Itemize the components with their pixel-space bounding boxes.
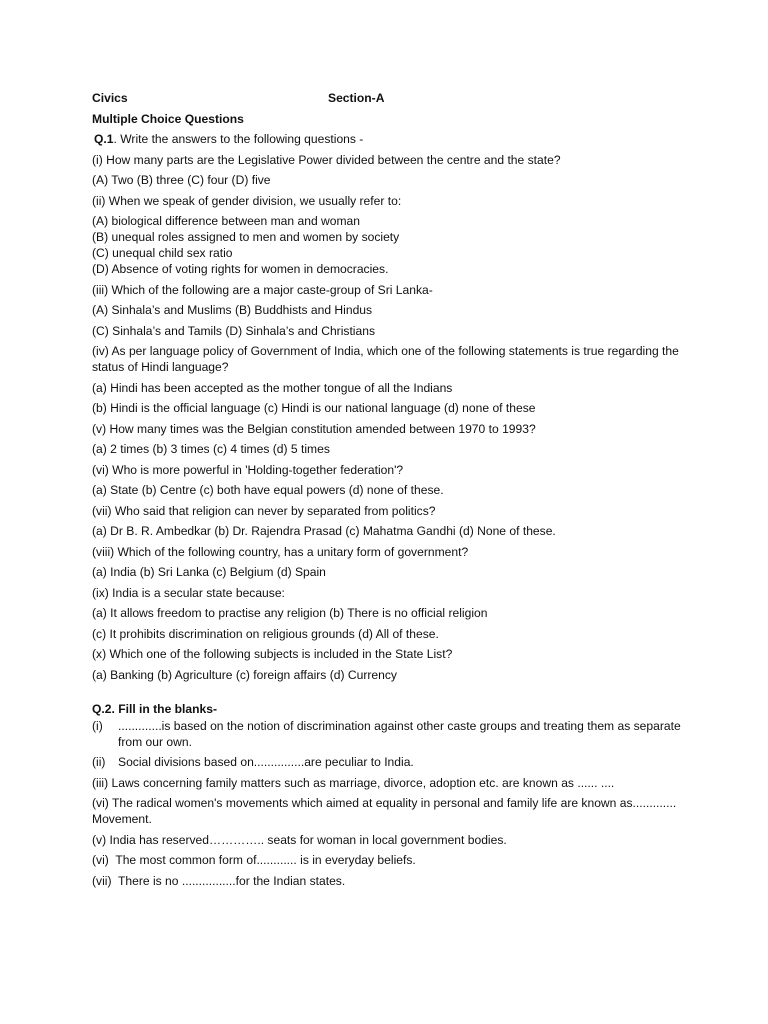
item-text: There is no ................for the Indian states. (118, 873, 346, 888)
section-title: Section-A (328, 91, 385, 105)
question-text: (vii) Who said that religion can never by separated from politics? (92, 503, 436, 518)
answer-option: (C) unequal child sex ratio (92, 246, 233, 260)
fill-blank-item (92, 873, 682, 889)
item-text: India has reserved………….. seats for woman in local government bodies. (109, 832, 507, 847)
item-text: .............is based on the notion of discrimination against other caste groups and treating them as separate from our own. (118, 718, 681, 749)
item-text: The radical women's movements which aimed at equality in personal and family life are known as............. Movement. (92, 796, 677, 826)
item-number: (vii) (92, 873, 112, 888)
question-text: (v) How many times was the Belgian constitution amended between 1970 to 1993? (92, 421, 536, 436)
answer-options: (C) Sinhala’s and Tamils (D) Sinhala’s and Christians (92, 323, 375, 338)
answer-options: (a) 2 times (b) 3 times (c) 4 times (d) 5 times (92, 442, 330, 456)
answer-options: (a) Banking (b) Agriculture (c) foreign affairs (d) Currency (92, 667, 397, 682)
answer-options: (A) Sinhala’s and Muslims (B) Buddhists and Hindus (92, 303, 373, 317)
answer-option: (D) Absence of voting rights for women in democracies. (92, 262, 389, 276)
answer-options: (b) Hindi is the official language (c) Hindi is our national language (d) none of these (92, 401, 536, 415)
subject-title: Civics (92, 91, 128, 105)
answer-options: (A) Two (B) three (C) four (D) five (92, 173, 271, 187)
item-text: The most common form of............ is in everyday beliefs. (115, 853, 416, 867)
item-number: (v) (92, 832, 107, 847)
answer-options: (a) State (b) Centre (c) both have equal powers (d) none of these. (92, 483, 444, 497)
answer-option: (B) unequal roles assigned to men and women by society (92, 230, 400, 244)
q2-heading: Q.2. Fill in the blanks- (92, 701, 217, 716)
fill-blank-item (92, 775, 682, 791)
question-text: (vi) Who is more powerful in 'Holding-together federation'? (92, 462, 404, 477)
question-text: (iii) Which of the following are a major caste-group of Sri Lanka- (92, 282, 433, 297)
fill-blank-item (92, 795, 682, 827)
fill-blank-item (92, 718, 682, 750)
fill-blank-item (92, 754, 682, 770)
question-text: (ix) India is a secular state because: (92, 585, 285, 600)
item-number: (i) (92, 718, 103, 733)
fill-blank-item (92, 832, 682, 848)
q1-label: Q.1 (94, 132, 114, 146)
item-text: Laws concerning family matters such as marriage, divorce, adoption etc. are known as ...... .... (111, 775, 615, 790)
item-text: Social divisions based on...............are peculiar to India. (118, 755, 414, 769)
question-text: (ii) When we speak of gender division, we usually refer to: (92, 193, 402, 208)
answer-option: (A) biological difference between man and woman (92, 214, 361, 228)
q1-heading (94, 131, 682, 147)
header-row (92, 90, 682, 106)
answer-options: (a) Hindi has been accepted as the mother tongue of all the Indians (92, 380, 453, 395)
item-number: (iii) (92, 775, 109, 790)
q1-instruction: . Write the answers to the following questions - (113, 132, 364, 146)
question-text: (iv) As per language policy of Government of India, which one of the following statements is true regarding the status of Hindi language? (92, 344, 679, 374)
answer-options: (a) It allows freedom to practise any religion (b) There is no official religion (92, 606, 488, 620)
item-number: (ii) (92, 755, 106, 769)
answer-options: (a) Dr B. R. Ambedkar (b) Dr. Rajendra Prasad (c) Mahatma Gandhi (d) None of these. (92, 524, 556, 538)
item-number: (vi) (92, 796, 109, 810)
answer-options: (c) It prohibits discrimination on religious grounds (d) All of these. (92, 626, 439, 641)
document-body (92, 90, 682, 889)
answer-options: (a) India (b) Sri Lanka (c) Belgium (d) Spain (92, 565, 326, 579)
item-number: (vi) (92, 853, 109, 867)
question-text: (x) Which one of the following subjects is included in the State List? (92, 647, 453, 661)
fill-blank-item (92, 852, 682, 868)
mcq-title: Multiple Choice Questions (92, 111, 244, 126)
section-spacer (92, 683, 682, 701)
question-text: (viii) Which of the following country, has a unitary form of government? (92, 544, 469, 559)
question-text: (i) How many parts are the Legislative Power divided between the centre and the state? (92, 152, 561, 167)
